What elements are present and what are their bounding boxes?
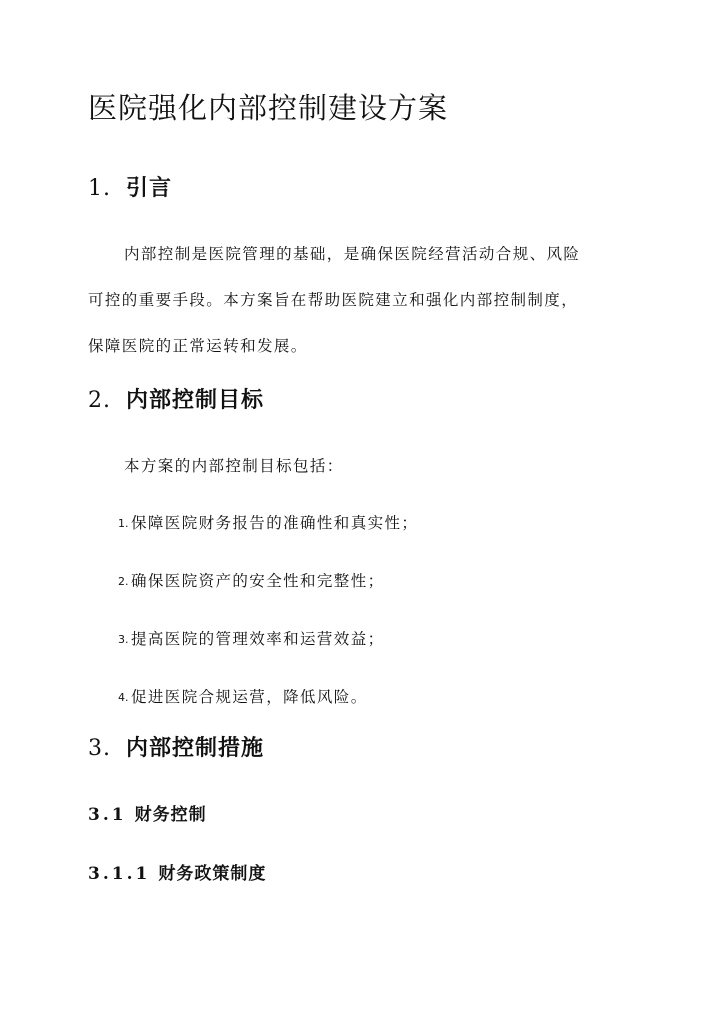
section-title: 内部控制目标 xyxy=(126,388,265,413)
list-item xyxy=(88,616,418,674)
list-item xyxy=(88,674,418,732)
paragraph-line: 保障医院的正常运转和发展。 xyxy=(88,337,308,355)
section-title: 引言 xyxy=(126,176,173,201)
list-marker: 4. xyxy=(118,691,129,704)
paragraph-line: 内部控制是医院管理的基础，是确保医院经营活动合规、风险 xyxy=(124,245,581,263)
list-item-text: 保障医院财务报告的准确性和真实性； xyxy=(131,514,419,532)
paragraph-line: 可控的重要手段。本方案旨在帮助医院建立和强化内部控制制度， xyxy=(88,291,579,309)
section-number: 2. xyxy=(88,388,111,413)
list-item xyxy=(88,500,418,558)
list-item-text: 促进医院合规运营，降低风险。 xyxy=(131,688,368,706)
section-heading-control-measures xyxy=(88,734,264,764)
section-number: 1. xyxy=(88,176,111,201)
subsection-heading-financial-control xyxy=(88,803,207,827)
section-title: 内部控制措施 xyxy=(126,736,265,761)
list-marker: 2. xyxy=(118,575,129,588)
section-number: 3. xyxy=(88,736,111,761)
subsubsection-title: 财务政策制度 xyxy=(158,864,267,884)
paragraph-line: 本方案的内部控制目标包括： xyxy=(124,457,344,475)
objectives-list xyxy=(88,500,418,732)
document-title: 医院强化内部控制建设方案 xyxy=(88,91,449,125)
section-heading-control-objectives xyxy=(88,386,264,416)
list-item-text: 确保医院资产的安全性和完整性； xyxy=(131,572,385,590)
subsection-number: 3.1 xyxy=(88,805,127,825)
list-item xyxy=(88,558,418,616)
list-marker: 1. xyxy=(118,517,129,530)
list-item-text: 提高医院的管理效率和运营效益； xyxy=(131,630,385,648)
subsubsection-number: 3.1.1 xyxy=(88,864,151,884)
section-heading-introduction xyxy=(88,174,172,204)
list-marker: 3. xyxy=(118,633,129,646)
objectives-intro xyxy=(88,443,636,489)
subsubsection-heading-financial-policy xyxy=(88,862,266,886)
subsection-title: 财务控制 xyxy=(134,805,207,825)
introduction-paragraph xyxy=(88,231,636,369)
